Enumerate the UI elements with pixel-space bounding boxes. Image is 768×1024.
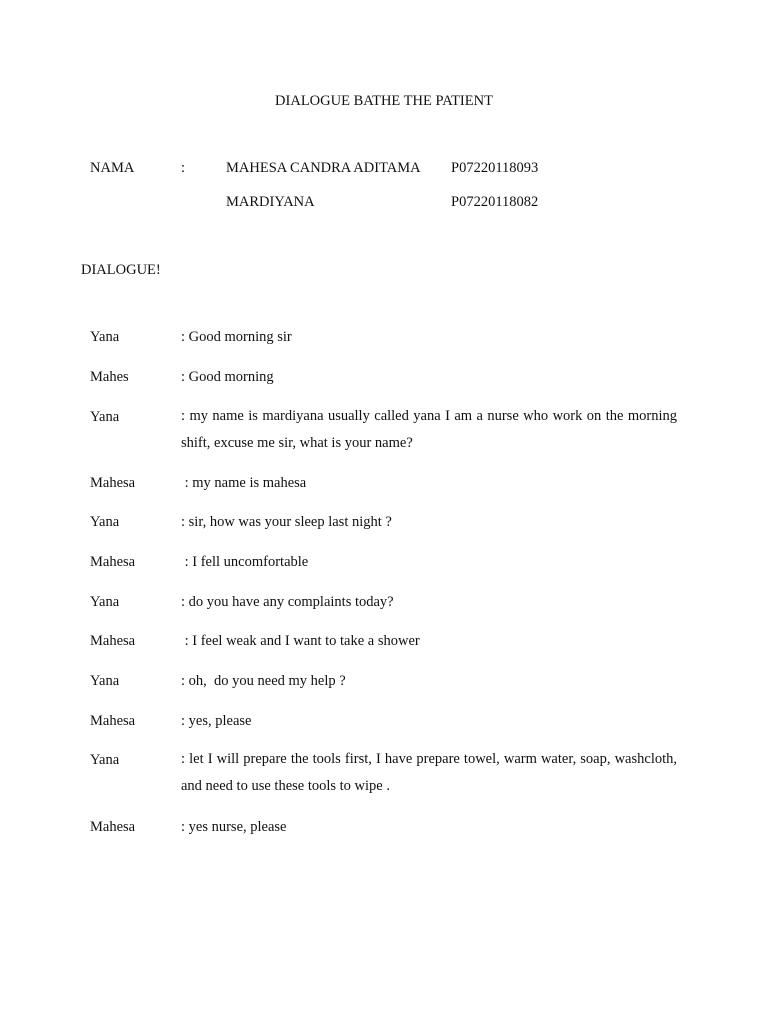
- dialogue-line: : I fell uncomfortable: [181, 554, 309, 570]
- dialogue-speaker: Mahesa: [90, 633, 136, 649]
- nama-label: NAMA: [90, 160, 135, 176]
- dialogue-speaker: Mahesa: [90, 713, 136, 729]
- student-name-1: MAHESA CANDRA ADITAMA: [226, 160, 421, 176]
- dialogue-heading: DIALOGUE!: [81, 262, 161, 278]
- dialogue-line: : Good morning: [181, 369, 274, 385]
- student-name-2: MARDIYANA: [226, 194, 315, 210]
- dialogue-speaker: Yana: [90, 409, 120, 425]
- dialogue-line: : my name is mahesa: [181, 475, 307, 491]
- dialogue-speaker: Mahesa: [90, 554, 136, 570]
- student-id-2: P07220118082: [451, 194, 539, 210]
- dialogue-speaker: Yana: [90, 594, 120, 610]
- dialogue-speaker: Yana: [90, 673, 120, 689]
- dialogue-line: : oh, do you need my help ?: [181, 673, 346, 689]
- dialogue-speaker: Yana: [90, 329, 120, 345]
- dialogue-speaker: Mahesa: [90, 475, 136, 491]
- dialogue-speaker: Yana: [90, 752, 120, 768]
- dialogue-speaker: Yana: [90, 514, 120, 530]
- dialogue-speaker: Mahesa: [90, 819, 136, 835]
- dialogue-line: : do you have any complaints today?: [181, 594, 394, 610]
- dialogue-line: : yes nurse, please: [181, 819, 287, 835]
- dialogue-line: : my name is mardiyana usually called yana I am a nurse who work on the morning shift, excuse me sir, what is your name?: [181, 408, 677, 451]
- dialogue-line: : Good morning sir: [181, 329, 292, 345]
- nama-colon: :: [181, 160, 186, 176]
- dialogue-line: : sir, how was your sleep last night ?: [181, 514, 392, 530]
- dialogue-line: : let I will prepare the tools first, I have prepare towel, warm water, soap, washcloth, and need to use these tools to wipe .: [181, 751, 677, 794]
- student-id-1: P07220118093: [451, 160, 539, 176]
- dialogue-line: : I feel weak and I want to take a shower: [181, 633, 420, 649]
- document-title: DIALOGUE BATHE THE PATIENT: [275, 93, 493, 109]
- dialogue-line: : yes, please: [181, 713, 252, 729]
- dialogue-speaker: Mahes: [90, 369, 129, 385]
